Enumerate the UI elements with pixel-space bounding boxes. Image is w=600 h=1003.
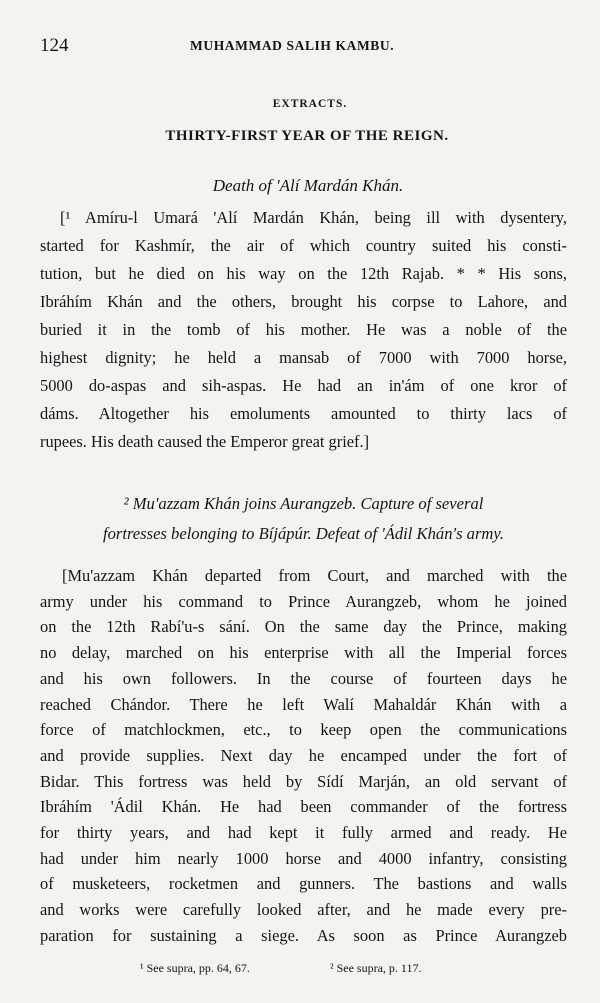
reign-title: THIRTY-FIRST YEAR OF THE REIGN. — [165, 128, 449, 144]
page-number: 124 — [40, 35, 69, 56]
paragraph-line: reached Chándor. There he left Walí Mahaldár Khán with a — [40, 694, 567, 714]
paragraph-line: force of matchlockmen, etc., to keep open the communications — [40, 720, 567, 740]
running-title: MUHAMMAD SALIH KAMBU. — [190, 38, 395, 53]
paragraph-line: rupees. His death caused the Emperor great grief.] — [40, 432, 370, 451]
paragraph-line: Bidar. This fortress was held by Sídí Marján, an old servant of — [40, 771, 567, 791]
paragraph-line: [Mu'azzam Khán departed from Court, and marched with the — [62, 566, 567, 585]
paragraph-line: army under his command to Prince Aurangzeb, whom he joined — [40, 591, 567, 611]
paragraph-line: no delay, marched on his enterprise with all the Imperial forces — [40, 643, 567, 663]
footnotes — [140, 961, 560, 979]
paragraph-line: and provide supplies. Next day he encamped under the fort of — [40, 745, 567, 765]
paragraph-line: started for Kashmír, the air of which country suited his consti- — [40, 236, 567, 255]
footnote-1: ¹ See supra, pp. 64, 67. — [140, 961, 250, 975]
paragraph-line: dáms. Altogether his emoluments amounted to thirty lacs of — [40, 404, 567, 423]
paragraph-line: for thirty years, and had kept it fully armed and ready. He — [40, 823, 567, 842]
paragraph-line: buried it in the tomb of his mother. He was a noble of the — [40, 320, 567, 339]
section-label: EXTRACTS. — [272, 98, 348, 110]
paragraph-line: Ibráhím 'Ádil Khán. He had been commander of the fortress — [40, 797, 567, 817]
paragraph-line: paration for sustaining a siege. As soon as Prince Aurangzeb — [40, 925, 567, 945]
paragraph-line: and his own followers. In the course of fourteen days he — [40, 668, 567, 688]
paragraph-line: and works were carefully looked after, and he made every pre- — [40, 900, 567, 920]
section-2-title-line: ² Mu'azzam Khán joins Aurangzeb. Capture of several — [123, 494, 484, 513]
paragraph-line: on the 12th Rabí'u-s sání. On the same day the Prince, making — [40, 617, 567, 637]
paragraph-line: Ibráhím Khán and the others, brought his corpse to Lahore, and — [40, 292, 567, 311]
section-2-title-line: fortresses belonging to Bíjápúr. Defeat of 'Ádil Khán's army. — [102, 524, 505, 543]
paragraph-line: [¹ Amíru-l Umará 'Alí Mardán Khán, being ill with dysentery, — [60, 208, 567, 227]
paragraph-line: had under him nearly 1000 horse and 4000 infantry, consisting — [40, 848, 567, 868]
section-1-title: Death of 'Alí Mardán Khán. — [212, 176, 404, 195]
paragraph-line: of musketeers, rocketmen and gunners. The bastions and walls — [40, 874, 567, 894]
paragraph-line: 5000 do-aspas and sih-aspas. He had an in'ám of one kror of — [40, 376, 567, 395]
running-head — [40, 35, 560, 59]
footnote-2: ² See supra, p. 117. — [330, 961, 422, 975]
paragraph-line: highest dignity; he held a mansab of 7000 with 7000 horse, — [40, 348, 567, 367]
paragraph-line: tution, but he died on his way on the 12th Rajab. * * His sons, — [40, 264, 567, 283]
